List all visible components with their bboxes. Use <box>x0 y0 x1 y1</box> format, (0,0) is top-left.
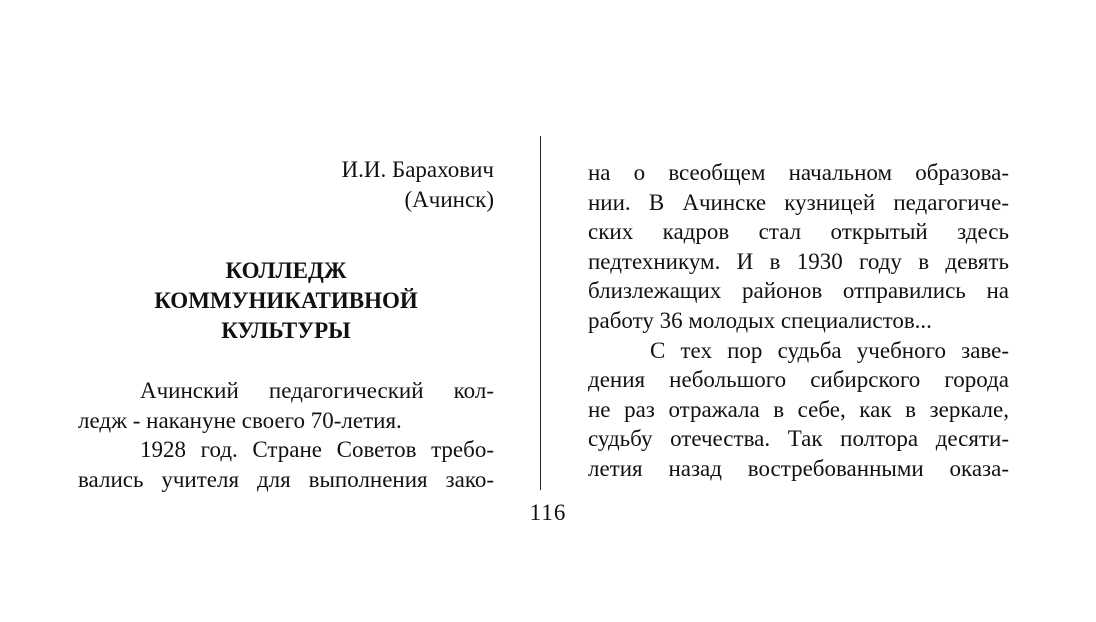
author-block <box>78 155 494 215</box>
author-name: И.И. Барахович <box>341 157 494 182</box>
text-line: 1928 год. Стране Советов требо- <box>140 437 494 462</box>
left-column <box>78 155 494 494</box>
article-title <box>78 256 494 346</box>
title-line: КОЛЛЕДЖ <box>225 258 347 283</box>
column-divider <box>540 136 541 490</box>
text-line: ских кадров стал открытый здесь <box>588 219 1009 245</box>
text-line: Ачинский педагогический кол- <box>140 378 494 403</box>
text-line: нии. В Ачинске кузницей педагогиче- <box>588 189 1009 215</box>
page-number: 116 <box>529 500 567 525</box>
text-line: не раз отражала в себе, как в зеркале, <box>588 396 1009 422</box>
text-line: дения небольшого сибирского города <box>588 367 1009 393</box>
text-line: на о всеобщем начальном образова- <box>588 160 1009 185</box>
title-line: КУЛЬТУРЫ <box>221 318 351 343</box>
text-line: ледж - накануне своего 70-летия. <box>78 407 402 433</box>
text-line: С тех пор судьба учебного заве- <box>650 337 1009 363</box>
text-line: судьбу отечества. Так полтора десяти- <box>588 426 1009 452</box>
text-line: работу 36 молодых специалистов... <box>588 307 932 333</box>
text-line: вались учителя для выполнения зако- <box>78 466 494 492</box>
text-line: близлежащих районов отправились на <box>588 278 1009 304</box>
right-column <box>588 158 1009 484</box>
text-line: педтехникум. И в 1930 году в девять <box>588 248 1009 274</box>
right-body-text <box>588 158 1009 484</box>
left-body-text <box>78 376 494 494</box>
title-line: КОММУНИКАТИВНОЙ <box>154 288 418 313</box>
author-city: (Ачинск) <box>404 187 494 212</box>
text-line: летия назад востребованными оказа- <box>588 455 1009 481</box>
